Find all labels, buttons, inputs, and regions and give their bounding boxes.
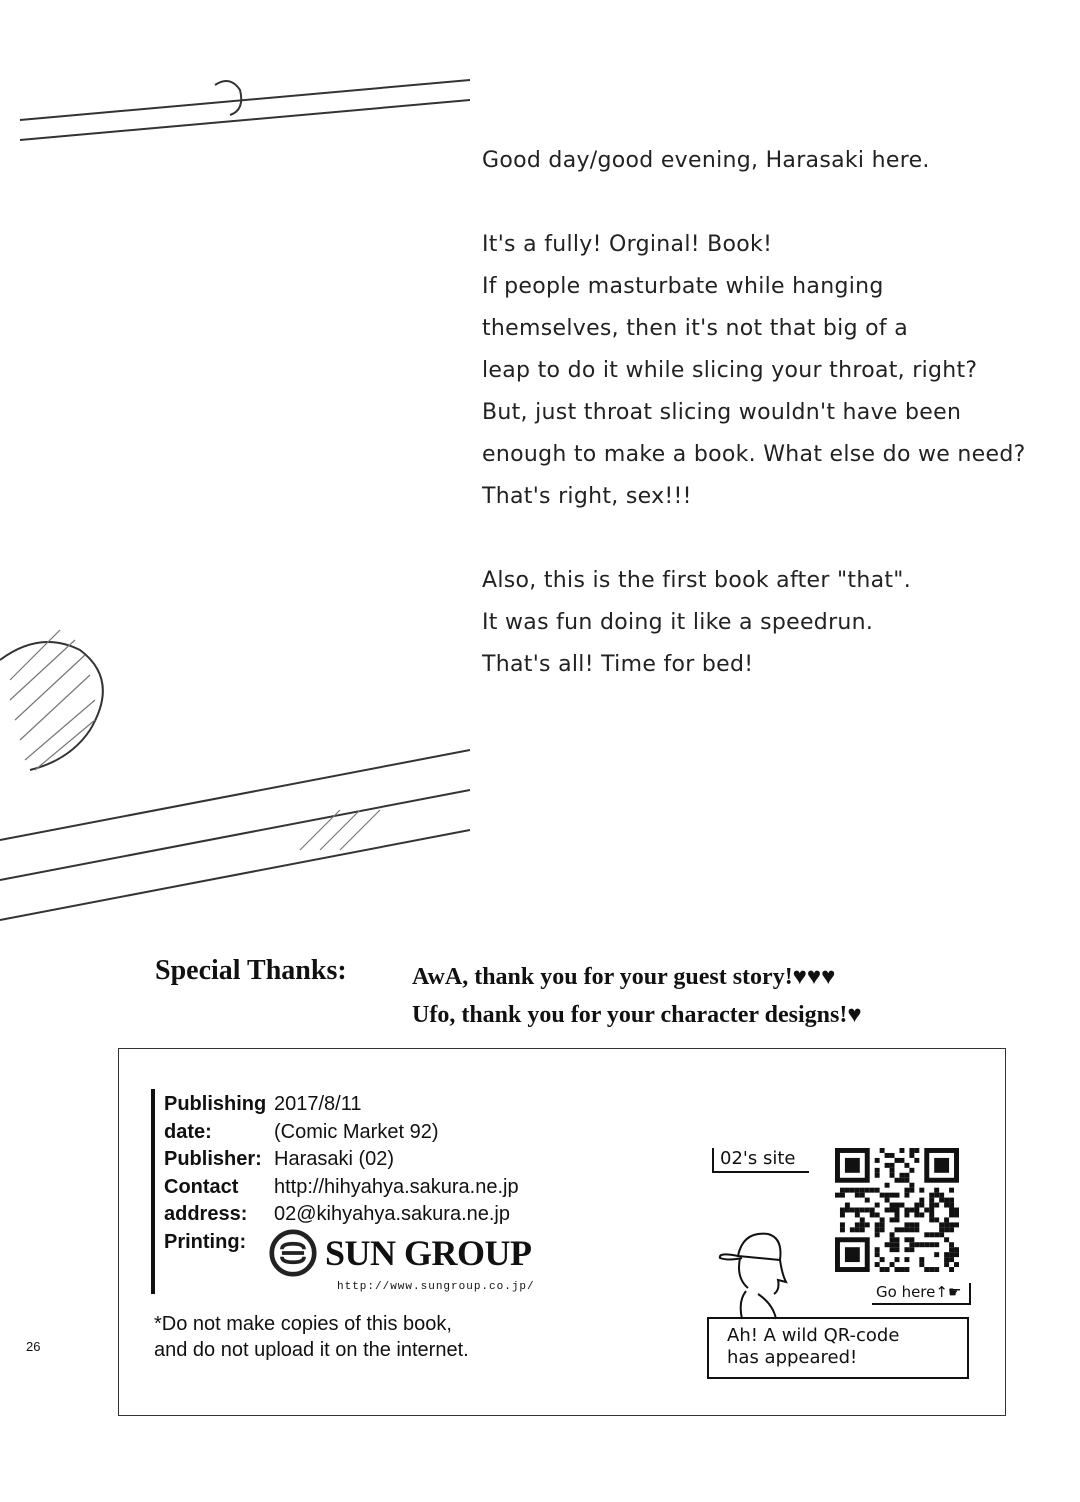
qr-code[interactable] xyxy=(835,1148,959,1272)
qr-module xyxy=(909,1242,914,1247)
qr-module xyxy=(914,1222,919,1227)
qr-module xyxy=(904,1257,909,1262)
qr-module xyxy=(855,1227,860,1232)
qr-module xyxy=(875,1188,880,1193)
qr-module xyxy=(890,1242,895,1247)
qr-module xyxy=(924,1232,929,1237)
qr-module xyxy=(850,1227,855,1232)
qr-module xyxy=(840,1222,845,1227)
qr-module xyxy=(895,1247,900,1252)
qr-module xyxy=(909,1183,914,1188)
qr-module xyxy=(895,1257,900,1262)
qr-module xyxy=(949,1257,954,1262)
qr-module xyxy=(865,1222,870,1227)
notice-line: and do not upload it on the internet. xyxy=(154,1339,469,1361)
qr-module xyxy=(909,1227,914,1232)
info-key: Publishing xyxy=(164,1093,267,1115)
qr-module xyxy=(954,1222,959,1227)
qr-module xyxy=(855,1208,860,1213)
qr-module xyxy=(899,1158,904,1163)
qr-module xyxy=(865,1188,870,1193)
qr-module xyxy=(875,1158,880,1163)
qr-module xyxy=(954,1247,959,1252)
qr-module xyxy=(890,1237,895,1242)
qr-module xyxy=(855,1193,860,1198)
qr-module xyxy=(934,1203,939,1208)
qr-module xyxy=(840,1208,845,1213)
qr-module xyxy=(899,1227,904,1232)
qr-module xyxy=(875,1168,880,1173)
info-key: Printing: xyxy=(164,1230,247,1253)
qr-module xyxy=(944,1203,949,1208)
qr-module xyxy=(944,1252,949,1257)
qr-module xyxy=(890,1163,895,1168)
qr-module xyxy=(914,1227,919,1232)
info-key: Publisher: xyxy=(164,1148,262,1170)
qr-module xyxy=(934,1217,939,1222)
qr-module xyxy=(895,1237,900,1242)
printer-url: http://www.sungroup.co.jp/ xyxy=(337,1281,535,1293)
qr-module xyxy=(924,1267,929,1272)
qr-module xyxy=(929,1217,934,1222)
qr-module xyxy=(904,1208,909,1213)
qr-module xyxy=(939,1222,944,1227)
qr-module xyxy=(904,1227,909,1232)
qr-module xyxy=(880,1217,885,1222)
qr-module xyxy=(880,1148,885,1153)
afterword-line: Good day/good evening, Harasaki here. xyxy=(482,148,930,173)
qr-module xyxy=(954,1208,959,1213)
qr-module xyxy=(949,1252,954,1257)
qr-module xyxy=(890,1168,895,1173)
qr-module xyxy=(880,1227,885,1232)
qr-module xyxy=(845,1203,850,1208)
qr-module xyxy=(939,1232,944,1237)
qr-module xyxy=(934,1193,939,1198)
qr-module xyxy=(909,1247,914,1252)
qr-module xyxy=(899,1178,904,1183)
qr-module xyxy=(899,1267,904,1272)
qr-module xyxy=(895,1193,900,1198)
qr-module xyxy=(840,1227,845,1232)
qr-module xyxy=(860,1188,865,1193)
qr-module xyxy=(929,1193,934,1198)
qr-module xyxy=(904,1222,909,1227)
qr-module xyxy=(909,1153,914,1158)
qr-module xyxy=(914,1212,919,1217)
qr-module xyxy=(875,1227,880,1232)
qr-module xyxy=(895,1203,900,1208)
qr-module xyxy=(895,1178,900,1183)
info-value: (Comic Market 92) xyxy=(274,1120,439,1143)
qr-module xyxy=(954,1212,959,1217)
afterword-line: It was fun doing it like a speedrun. xyxy=(482,610,874,635)
qr-module xyxy=(860,1227,865,1232)
qr-module xyxy=(885,1208,890,1213)
sun-group-logo xyxy=(269,1229,532,1277)
qr-module xyxy=(944,1237,949,1242)
qr-module xyxy=(904,1193,909,1198)
info-value: Harasaki (02) xyxy=(274,1148,395,1170)
qr-module xyxy=(890,1173,895,1178)
qr-module xyxy=(914,1203,919,1208)
qr-module xyxy=(899,1173,904,1178)
qr-module xyxy=(870,1208,875,1213)
qr-module xyxy=(919,1212,924,1217)
qr-module xyxy=(934,1232,939,1237)
qr-module xyxy=(914,1208,919,1213)
qr-module xyxy=(949,1203,954,1208)
qr-module xyxy=(855,1222,860,1227)
qr-module xyxy=(885,1242,890,1247)
qr-module xyxy=(904,1173,909,1178)
info-value: http://hihyahya.sakura.ne.jp xyxy=(274,1175,519,1198)
afterword-line: If people masturbate while hanging xyxy=(482,274,884,299)
qr-module xyxy=(860,1208,865,1213)
printer-logo-text: SUN GROUP xyxy=(325,1233,532,1273)
qr-module xyxy=(904,1237,909,1242)
qr-module xyxy=(880,1193,885,1198)
qr-module xyxy=(875,1247,880,1252)
qr-module xyxy=(904,1178,909,1183)
qr-module xyxy=(904,1212,909,1217)
qr-module xyxy=(885,1153,890,1158)
qr-module xyxy=(885,1267,890,1272)
qr-module xyxy=(944,1198,949,1203)
qr-module xyxy=(929,1242,934,1247)
qr-module xyxy=(885,1163,890,1168)
qr-module xyxy=(880,1257,885,1262)
qr-module xyxy=(865,1208,870,1213)
afterword-line: But, just throat slicing wouldn't have been xyxy=(482,400,962,425)
special-thanks-list xyxy=(412,958,862,1034)
sun-group-emblem-icon xyxy=(269,1229,317,1277)
qr-module xyxy=(954,1262,959,1267)
qr-module xyxy=(949,1188,954,1193)
info-key: date: xyxy=(164,1120,212,1143)
qr-module xyxy=(944,1257,949,1262)
qr-module xyxy=(875,1252,880,1257)
qr-module xyxy=(924,1242,929,1247)
copy-notice xyxy=(154,1311,469,1363)
qr-module xyxy=(890,1193,895,1198)
qr-module xyxy=(929,1203,934,1208)
qr-module xyxy=(890,1247,895,1252)
qr-module xyxy=(890,1208,895,1213)
qr-module xyxy=(870,1212,875,1217)
qr-module xyxy=(860,1222,865,1227)
qr-module xyxy=(929,1198,934,1203)
qr-module xyxy=(919,1198,924,1203)
thanks-line: Ufo, thank you for your character designs!♥ xyxy=(412,1002,862,1028)
afterword-text xyxy=(482,140,1072,728)
info-key: Contact xyxy=(164,1175,239,1198)
qr-module xyxy=(909,1188,914,1193)
qr-module xyxy=(890,1232,895,1237)
info-key: address: xyxy=(164,1203,248,1225)
site-label: 02's site xyxy=(712,1148,809,1173)
qr-module xyxy=(890,1203,895,1208)
qr-module xyxy=(944,1227,949,1232)
afterword-line: Also, this is the first book after "that". xyxy=(482,568,912,593)
qr-module xyxy=(934,1242,939,1247)
qr-module xyxy=(949,1247,954,1252)
qr-module xyxy=(904,1247,909,1252)
character-sketch-icon xyxy=(718,1226,788,1321)
qr-module xyxy=(885,1183,890,1188)
qr-module xyxy=(929,1267,934,1272)
qr-module xyxy=(954,1252,959,1257)
qr-module xyxy=(904,1188,909,1193)
qr-module xyxy=(909,1168,914,1173)
qr-module xyxy=(895,1227,900,1232)
qr-module xyxy=(895,1267,900,1272)
qr-module xyxy=(860,1217,865,1222)
qr-module xyxy=(919,1203,924,1208)
qr-module xyxy=(850,1188,855,1193)
notice-line: *Do not make copies of this book, xyxy=(154,1313,452,1335)
qr-module xyxy=(934,1252,939,1257)
qr-module xyxy=(885,1193,890,1198)
bubble-line: Ah! A wild QR-code xyxy=(727,1325,900,1346)
qr-module xyxy=(949,1212,954,1217)
qr-module xyxy=(944,1217,949,1222)
qr-module xyxy=(934,1188,939,1193)
qr-module xyxy=(949,1227,954,1232)
qr-module xyxy=(860,1193,865,1198)
qr-module xyxy=(840,1188,845,1193)
qr-module xyxy=(944,1222,949,1227)
afterword-paragraph xyxy=(482,560,1072,686)
qr-module xyxy=(914,1148,919,1153)
qr-module xyxy=(919,1188,924,1193)
qr-module xyxy=(919,1257,924,1262)
qr-module xyxy=(909,1148,914,1153)
qr-module xyxy=(929,1232,934,1237)
qr-module xyxy=(840,1212,845,1217)
afterword-line: That's all! Time for bed! xyxy=(482,652,754,677)
thanks-line: AwA, thank you for your guest story!♥♥♥ xyxy=(412,964,836,990)
afterword-line: leap to do it while slicing your throat, right? xyxy=(482,358,978,383)
afterword-line: themselves, then it's not that big of a xyxy=(482,316,909,341)
qr-module xyxy=(895,1217,900,1222)
page-number: 26 xyxy=(26,1339,41,1354)
qr-module xyxy=(885,1198,890,1203)
afterword-line: enough to make a book. What else do we need? xyxy=(482,442,1026,467)
qr-finder xyxy=(845,1247,860,1262)
qr-module xyxy=(875,1232,880,1237)
qr-module xyxy=(949,1267,954,1272)
qr-module xyxy=(899,1148,904,1153)
qr-module xyxy=(865,1198,870,1203)
qr-module xyxy=(855,1212,860,1217)
qr-module xyxy=(939,1193,944,1198)
qr-module xyxy=(845,1188,850,1193)
divider xyxy=(151,1089,155,1294)
qr-module xyxy=(875,1173,880,1178)
qr-module xyxy=(934,1267,939,1272)
qr-module xyxy=(909,1222,914,1227)
qr-module xyxy=(909,1237,914,1242)
qr-module xyxy=(895,1212,900,1217)
qr-module xyxy=(875,1262,880,1267)
afterword-line: That's right, sex!!! xyxy=(482,484,692,509)
speech-bubble xyxy=(707,1317,969,1379)
qr-module xyxy=(924,1208,929,1213)
qr-module xyxy=(890,1153,895,1158)
qr-module xyxy=(895,1242,900,1247)
qr-module xyxy=(890,1262,895,1267)
qr-module xyxy=(904,1163,909,1168)
qr-module xyxy=(949,1208,954,1213)
afterword-line: It's a fully! Orginal! Book! xyxy=(482,232,773,257)
qr-module xyxy=(880,1222,885,1227)
qr-module xyxy=(929,1212,934,1217)
qr-module xyxy=(890,1217,895,1222)
illustration xyxy=(0,60,470,950)
qr-module xyxy=(835,1193,840,1198)
qr-module xyxy=(875,1222,880,1227)
qr-module xyxy=(855,1188,860,1193)
qr-module xyxy=(914,1158,919,1163)
qr-module xyxy=(944,1262,949,1267)
qr-module xyxy=(919,1242,924,1247)
qr-finder xyxy=(845,1158,860,1173)
qr-module xyxy=(949,1222,954,1227)
qr-module xyxy=(919,1262,924,1267)
qr-module xyxy=(939,1227,944,1232)
afterword-paragraph xyxy=(482,140,1072,182)
qr-module xyxy=(909,1208,914,1213)
qr-module xyxy=(949,1242,954,1247)
afterword-paragraph xyxy=(482,224,1072,518)
qr-module xyxy=(840,1193,845,1198)
qr-module xyxy=(899,1203,904,1208)
qr-module xyxy=(870,1188,875,1193)
info-value: 2017/8/11 xyxy=(274,1093,362,1115)
qr-module xyxy=(929,1208,934,1213)
qr-module xyxy=(904,1267,909,1272)
qr-module xyxy=(875,1203,880,1208)
qr-module xyxy=(880,1267,885,1272)
qr-module xyxy=(949,1198,954,1203)
info-value: 02@kihyahya.sakura.ne.jp xyxy=(274,1203,510,1225)
qr-module xyxy=(914,1242,919,1247)
qr-finder xyxy=(934,1158,949,1173)
qr-module xyxy=(850,1208,855,1213)
qr-module xyxy=(939,1198,944,1203)
qr-module xyxy=(895,1208,900,1213)
qr-module xyxy=(875,1212,880,1217)
qr-module xyxy=(845,1208,850,1213)
bubble-line: has appeared! xyxy=(727,1347,858,1368)
go-here-label: Go here↑☛ xyxy=(872,1283,971,1305)
special-thanks-label: Special Thanks: xyxy=(155,955,347,986)
qr-module xyxy=(895,1158,900,1163)
